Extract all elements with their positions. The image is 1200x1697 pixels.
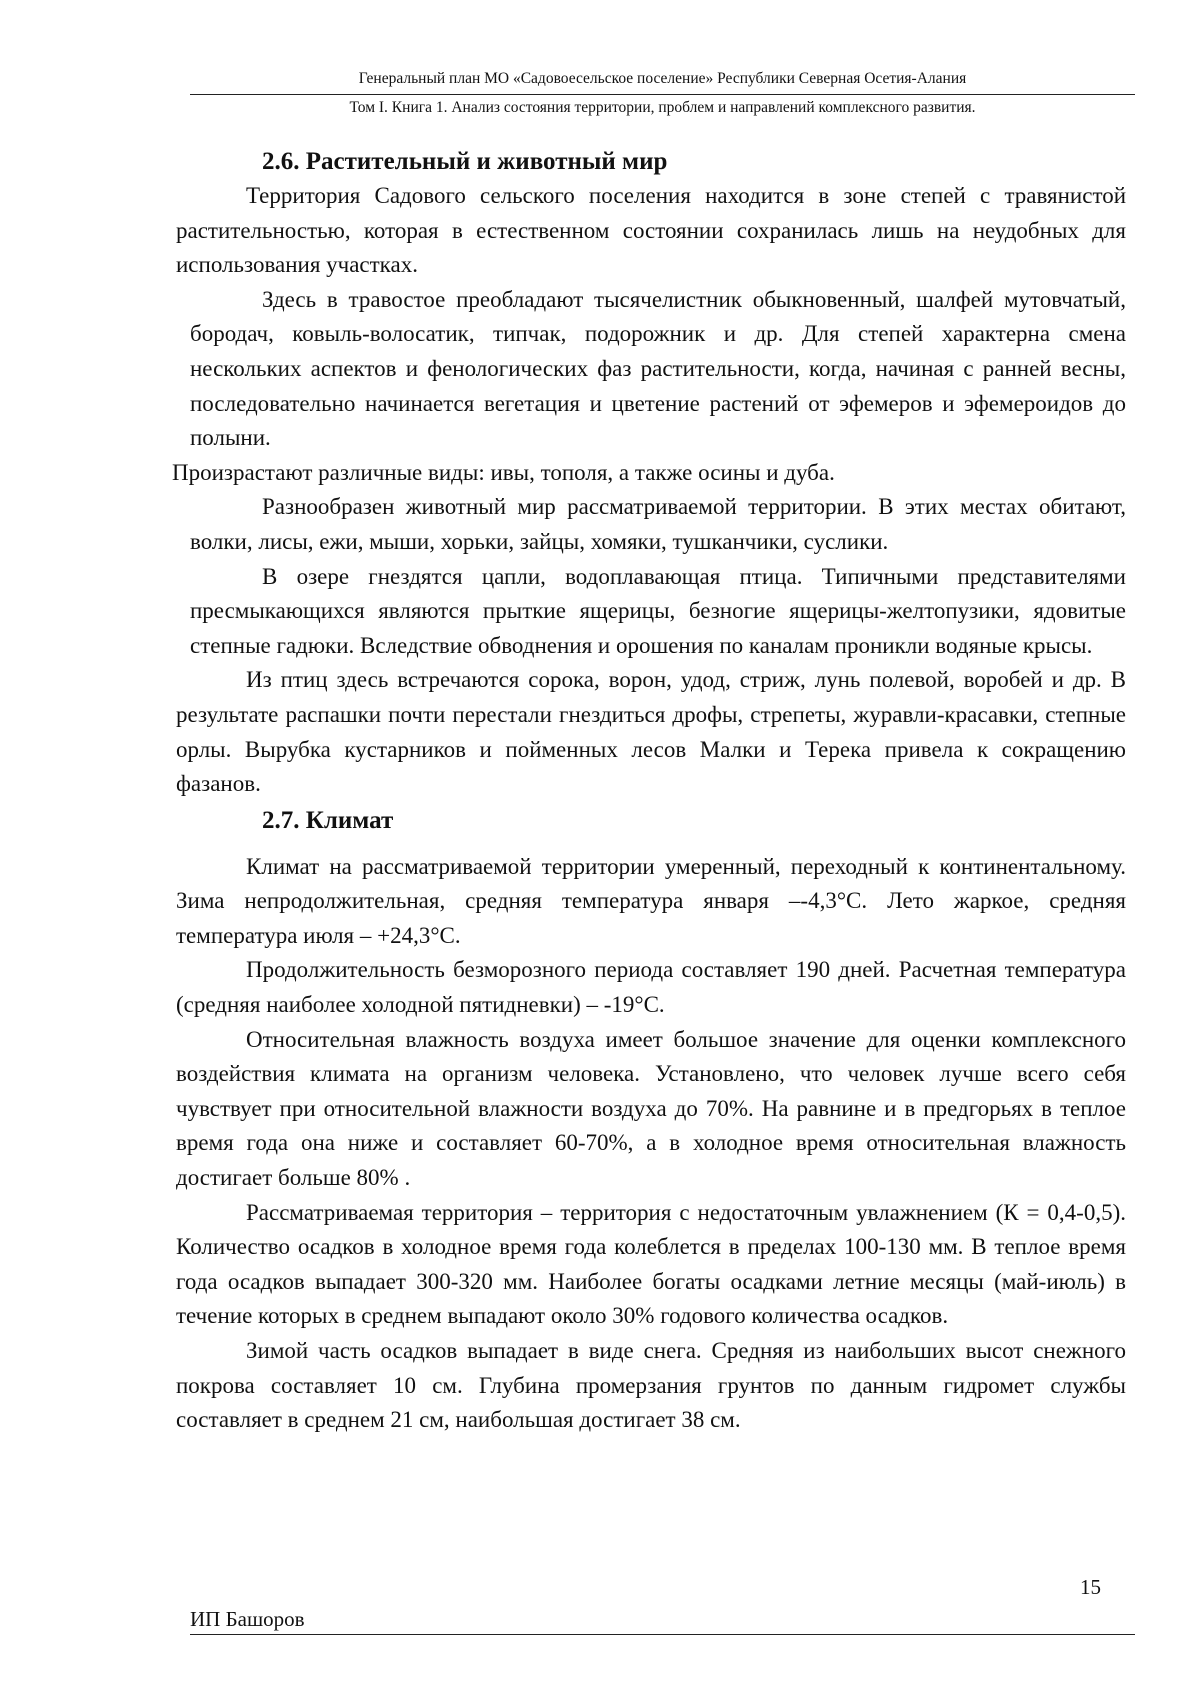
page-number: 15: [1080, 1575, 1101, 1599]
paragraph: Рассматриваемая территория – территория с недостаточным увлажнением (К = 0,4-0,5). Количество осадков в холодное время года колеблется в пределах 100-130 мм. В теплое время года осадков выпадает 300-320 мм. Наиболее богаты осадками летние месяцы (май-июль) в течение которых в среднем выпадают около 30% годового количества осадков.: [176, 1199, 1126, 1329]
paragraph: Зимой часть осадков выпадает в виде снега. Средняя из наибольших высот снежного покрова составляет 10 см. Глубина промерзания грунтов по данным гидромет службы составляет в среднем 21 см, наибольшая достигает 38 см.: [176, 1338, 1126, 1433]
section-heading-climate: 2.7. Климат: [262, 806, 394, 834]
footer-author: ИП Башоров: [190, 1607, 305, 1631]
paragraph: Продолжительность безморозного периода составляет 190 дней. Расчетная температура (средняя наиболее холодной пятидневки) – -19°С.: [176, 957, 1126, 1018]
paragraph: Разнообразен животный мир рассматриваемой территории. В этих местах обитают, волки, лисы, ежи, мыши, хорьки, зайцы, хомяки, тушканчики, суслики.: [190, 494, 1126, 554]
paragraph: Здесь в травостое преобладают тысячелистник обыкновенный, шалфей мутовчатый, бородач, ковыль-волосатик, типчак, подорожник и др. Для степей характерна смена нескольких аспектов и фенологических фаз растительности, когда, начиная с ранней весны, последовательно начинается вегетация и цветение растений от эфемеров и эфемероидов до полыни.: [190, 286, 1126, 451]
page-body: [172, 145, 1126, 1438]
paragraph: Относительная влажность воздуха имеет большое значение для оценки комплексного воздействия климата на организм человека. Установлено, что человек лучше всего себя чувствует при относительной влажности воздуха до 70%. На равнине и в предгорьях в теплое время года она ниже и составляет 60-70%, а в холодное время относительная влажность достигает больше 80% .: [176, 1026, 1126, 1191]
paragraph: В озере гнездятся цапли, водоплавающая птица. Типичными представителями пресмыкающихся являются прыткие ящерицы, безногие ящерицы-желтопузики, ядовитые степные гадюки. Вследствие обводнения и орошения по каналам проникли водяные крысы.: [190, 563, 1126, 658]
paragraph: Климат на рассматриваемой территории умеренный, переходный к континентальному. Зима непродолжительная, средняя температура января –-4,3°С. Лето жаркое, средняя температура июля – +24,3°С.: [176, 853, 1126, 948]
paragraph: Территория Садового сельского поселения находится в зоне степей с травянистой растительностью, которая в естественном состоянии сохранилась лишь на неудобных для использования участках.: [176, 183, 1126, 278]
document-header-subtitle: Том I. Книга 1. Анализ состояния территории, проблем и направлений комплексного развития.: [349, 99, 976, 116]
footer-divider: [190, 1634, 1135, 1635]
document-header-title: Генеральный план МО «Садовоесельское поселение» Республики Северная Осетия-Алания: [358, 70, 967, 87]
section-heading-flora-fauna: 2.6. Растительный и животный мир: [262, 148, 668, 175]
header-divider: [190, 94, 1135, 95]
paragraph: Из птиц здесь встречаются сорока, ворон, удод, стриж, лунь полевой, воробей и др. В результате распашки почти перестали гнездиться дрофы, стрепеты, журавли-красавки, степные орлы. Вырубка кустарников и пойменных лесов Малки и Терека привела к сокращению фазанов.: [176, 667, 1126, 797]
paragraph: Произрастают различные виды: ивы, тополя, а также осины и дуба.: [172, 459, 835, 485]
